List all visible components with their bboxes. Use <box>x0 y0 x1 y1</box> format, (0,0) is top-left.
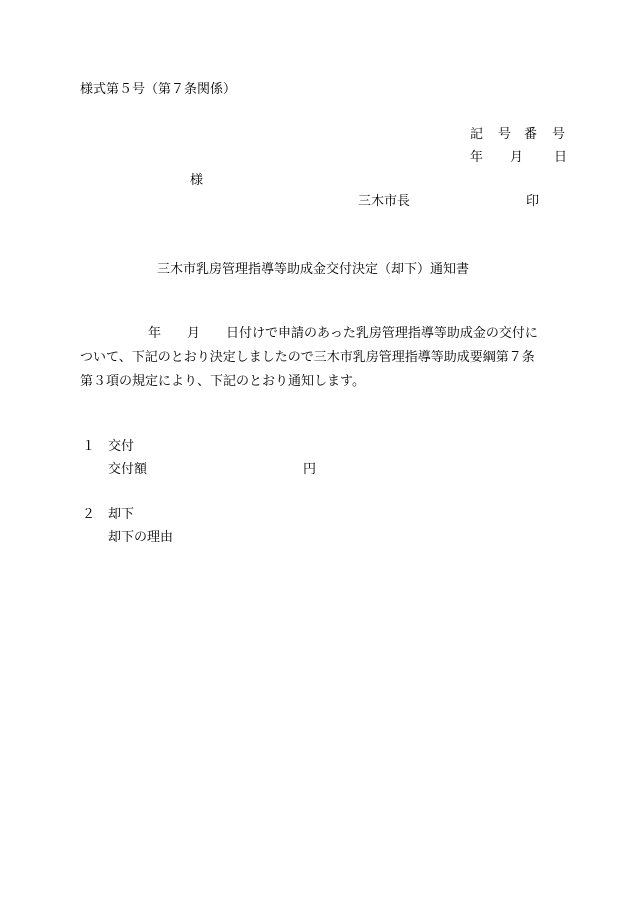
section-2-number: ２ <box>82 507 96 522</box>
doc-number-go: 号 <box>498 127 512 142</box>
section-2-heading: 却下 <box>108 507 135 522</box>
doc-number-go-suffix: 号 <box>552 127 566 142</box>
body-line-3: 第３項の規定により、下記のとおり通知します。 <box>80 374 365 389</box>
date-day: 日 <box>554 150 568 165</box>
body-line-1 <box>80 325 630 343</box>
issuer-name: 三木市長 <box>358 194 411 209</box>
rejection-reason-label: 却下の理由 <box>108 530 174 545</box>
grant-amount-unit: 円 <box>303 462 317 477</box>
document-title: 三木市乳房管理指導等助成金交付決定（却下）通知書 <box>157 262 470 277</box>
grant-amount-label: 交付額 <box>108 462 148 477</box>
doc-number-ki: 記 <box>470 127 484 142</box>
section-1-heading: 交付 <box>108 439 135 454</box>
body-text-1: 年 月 日付けで申請のあった乳房管理指導等助成金の交付に <box>148 326 538 341</box>
seal-mark: 印 <box>526 194 540 209</box>
body-line-2: ついて、下記のとおり決定しましたので三木市乳房管理指導等助成要綱第７条 <box>80 350 535 365</box>
form-label: 様式第５号（第７条関係） <box>80 82 237 97</box>
date-month: 月 <box>510 150 524 165</box>
date-line <box>470 149 567 167</box>
document-number-line <box>470 126 565 144</box>
doc-number-ban: 番 <box>524 127 538 142</box>
date-year: 年 <box>470 150 484 165</box>
section-1-number: １ <box>82 439 96 454</box>
recipient-suffix: 様 <box>190 173 204 188</box>
